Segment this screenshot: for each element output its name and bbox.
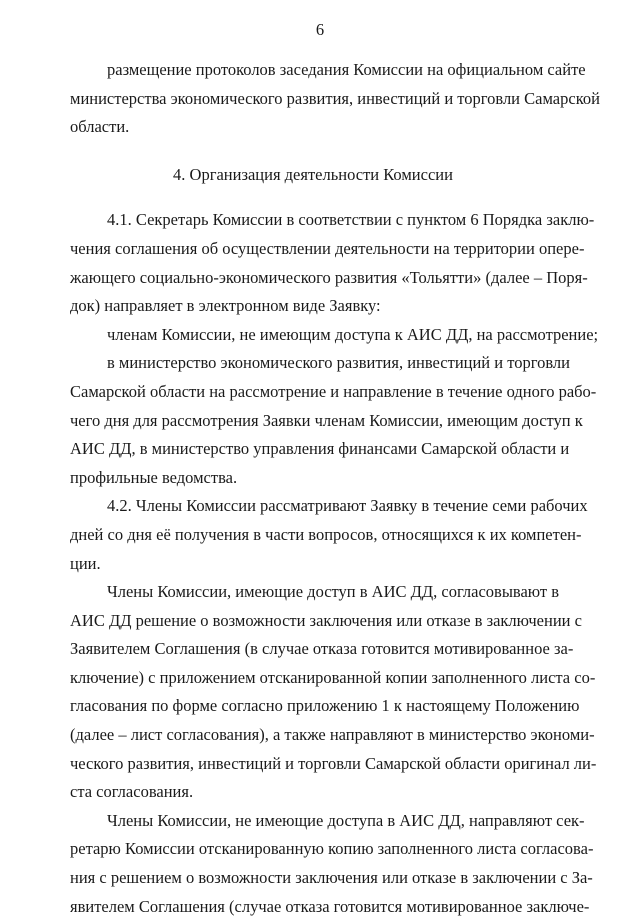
text-line: членам Комиссии, не имеющим доступа к АИС ДД, на рассмотрение; xyxy=(107,324,599,344)
text-line: дней со дня её получения в части вопросов, относящихся к их компетен- xyxy=(70,524,582,544)
document-body xyxy=(70,56,600,921)
paragraph-4-2-members-with-access xyxy=(70,578,597,807)
text-line: явителем Соглашения (случае отказа готовится мотивированное заключе- xyxy=(70,896,590,916)
text-line: Члены Комиссии, имеющие доступ в АИС ДД, согласовывают в xyxy=(107,582,560,602)
text-line: министерства экономического развития, инвестиций и торговли Самарской xyxy=(70,88,600,108)
text-line: ключение) с приложением отсканированной копии заполненного листа со- xyxy=(70,667,596,687)
text-line: (далее – лист согласования), а также направляют в министерство экономи- xyxy=(70,725,595,745)
text-line: размещение протоколов заседания Комиссии на официальном сайте xyxy=(107,60,586,79)
text-line: АИС ДД, в министерство управления финансами Самарской области и xyxy=(70,439,570,459)
text-line: ретарю Комиссии отсканированную копию заполненного листа согласова- xyxy=(70,839,594,859)
text-line: чего дня для рассмотрения Заявки членам Комиссии, имеющим доступ к xyxy=(70,410,583,430)
page-number: 6 xyxy=(315,20,325,39)
paragraph-4-1 xyxy=(70,206,595,320)
paragraph-4-2-members-without-access xyxy=(70,807,594,921)
text-line: в министерство экономического развития, инвестиций и торговли xyxy=(107,353,570,373)
text-line: ста согласования. xyxy=(70,782,194,802)
text-line: Члены Комиссии, не имеющие доступа в АИС ДД, направляют сек- xyxy=(107,810,585,830)
text-line: жающего социально-экономического развития «Тольятти» (далее – Поря- xyxy=(70,267,588,287)
text-line: 4.1. Секретарь Комиссии в соответствии с пунктом 6 Порядка заклю- xyxy=(107,210,595,230)
text-line: ческого развития, инвестиций и торговли Самарской области оригинал ли- xyxy=(70,753,597,773)
section-heading: 4. Организация деятельности Комиссии xyxy=(173,164,453,184)
paragraph-4-1-item-a xyxy=(70,321,599,350)
text-line: 4.2. Члены Комиссии рассматривают Заявку в течение семи рабочих xyxy=(107,496,588,516)
text-line: док) направляет в электронном виде Заявку: xyxy=(70,296,381,316)
spacer xyxy=(70,189,556,206)
text-line: ния с решением о возможности заключения или отказе в заключении с За- xyxy=(70,868,593,888)
text-line: области. xyxy=(70,117,130,137)
text-line: Самарской области на рассмотрение и направление в течение одного рабо- xyxy=(70,381,597,401)
text-line: Заявителем Соглашения (в случае отказа готовится мотивированное за- xyxy=(70,639,574,659)
paragraph-4-1-item-b xyxy=(70,349,597,492)
text-line: гласования по форме согласно приложению 1 к настоящему Положению xyxy=(70,696,580,716)
text-line: чения соглашения об осуществлении деятельности на территории опере- xyxy=(70,238,585,258)
paragraph-continuation xyxy=(70,56,600,142)
text-line: АИС ДД решение о возможности заключения или отказе в заключении с xyxy=(70,610,582,630)
text-line: ции. xyxy=(70,553,101,573)
spacer xyxy=(70,142,556,161)
text-line: профильные ведомства. xyxy=(70,467,238,487)
paragraph-4-2 xyxy=(70,492,588,578)
